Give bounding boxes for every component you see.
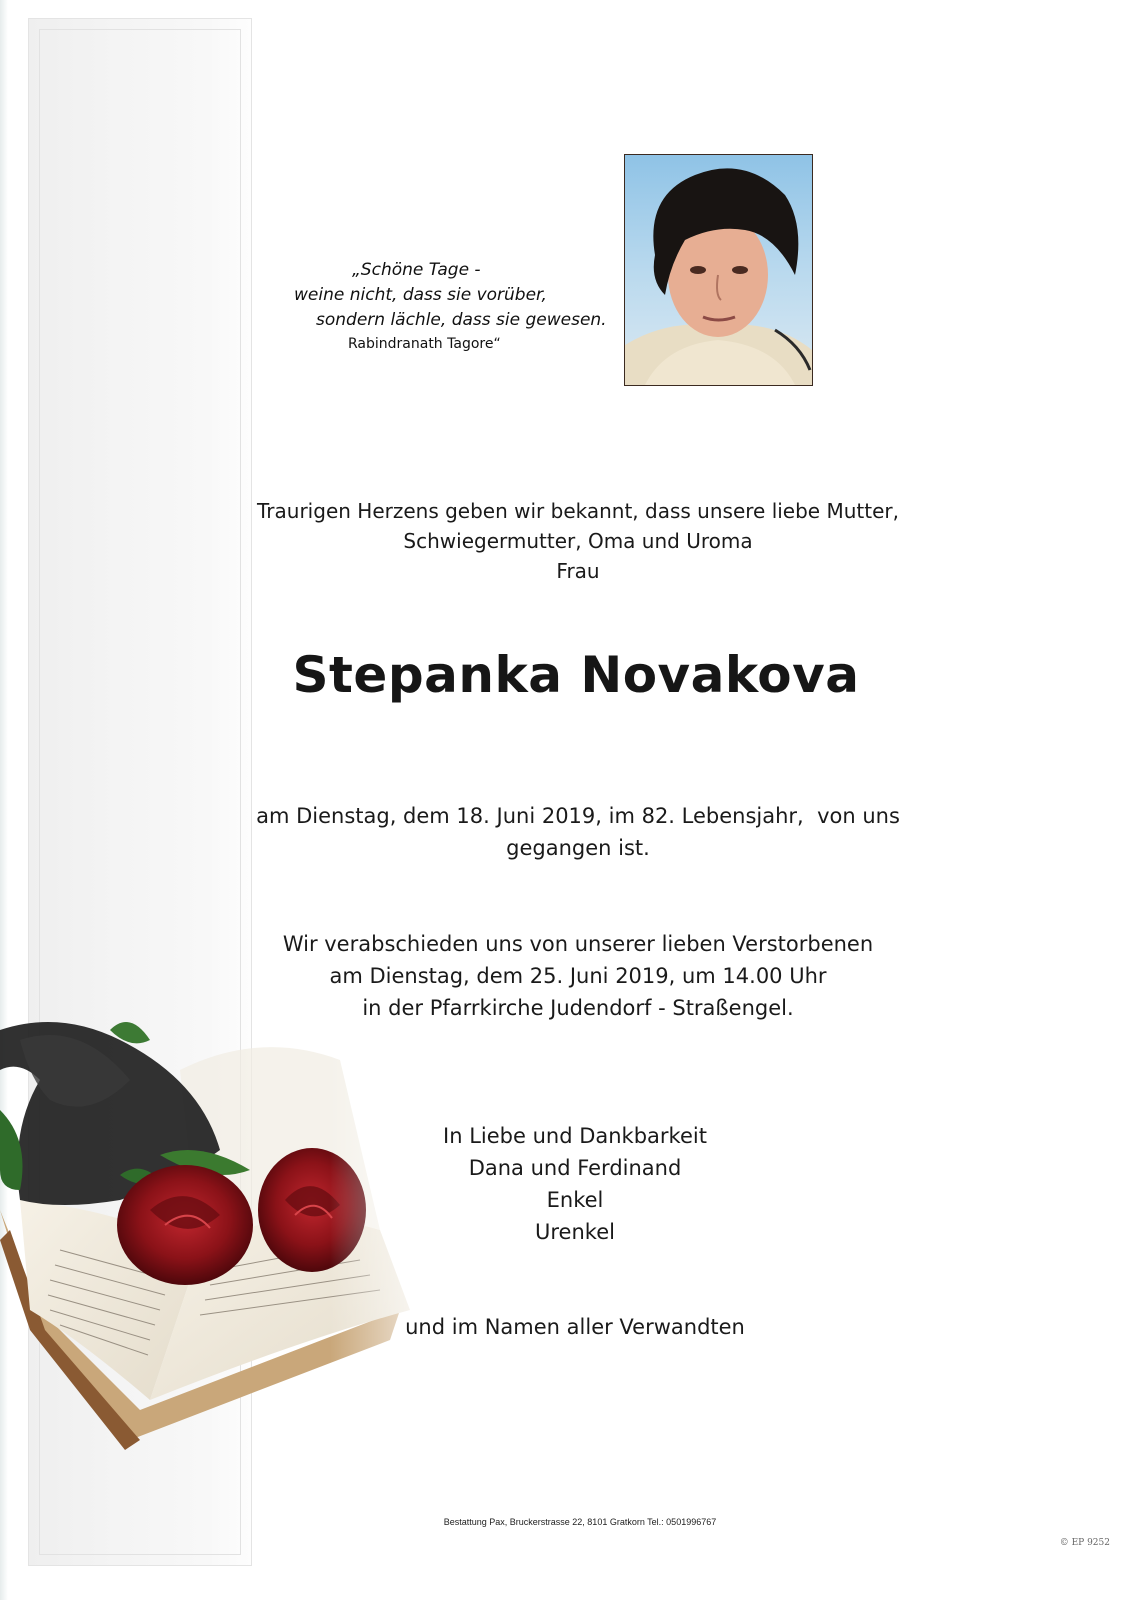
service-line: in der Pfarrkirche Judendorf - Straßengel. [362, 996, 794, 1020]
mourner-line: Enkel [546, 1188, 604, 1212]
deceased-portrait-photo [624, 154, 813, 386]
deceased-name: Stepanka Novakova [292, 646, 860, 704]
announcement-line: Frau [556, 559, 600, 583]
mourner-line: In Liebe und Dankbarkeit [443, 1124, 707, 1148]
quote-line: weine nicht, dass sie vorüber, [294, 285, 547, 305]
mourner-line: Urenkel [535, 1220, 615, 1244]
announcement-line: Traurigen Herzens geben wir bekannt, dass unsere liebe Mutter, [257, 499, 899, 523]
service-line: Wir verabschieden uns von unserer lieben Verstorbenen [282, 932, 874, 956]
announcement-line: Schwiegermutter, Oma und Uroma [403, 529, 753, 553]
funeral-home-footer: Bestattung Pax, Bruckerstrasse 22, 8101 Gratkorn Tel.: 0501996767 [443, 1517, 717, 1527]
announcement-text [200, 496, 956, 586]
relatives-line: und im Namen aller Verwandten [405, 1315, 745, 1339]
death-line: am Dienstag, dem 18. Juni 2019, im 82. Lebensjahr, von uns [256, 804, 900, 828]
death-line: gegangen ist. [506, 836, 650, 860]
service-line: am Dienstag, dem 25. Juni 2019, um 14.00 Uhr [329, 964, 827, 988]
date-of-death-text [200, 800, 956, 864]
mourner-line: Dana und Ferdinand [468, 1156, 682, 1180]
quote-author: Rabindranath Tagore“ [348, 336, 501, 352]
quote-line: „Schöne Tage - [352, 260, 481, 280]
memorial-quote [270, 258, 610, 355]
funeral-service-text [200, 928, 956, 1024]
mourners-list [380, 1120, 770, 1248]
quote-line: sondern lächle, dass sie gewesen. [316, 310, 607, 330]
rose-leaf [0, 1110, 23, 1190]
template-code: © EP 9252 [1059, 1538, 1110, 1548]
